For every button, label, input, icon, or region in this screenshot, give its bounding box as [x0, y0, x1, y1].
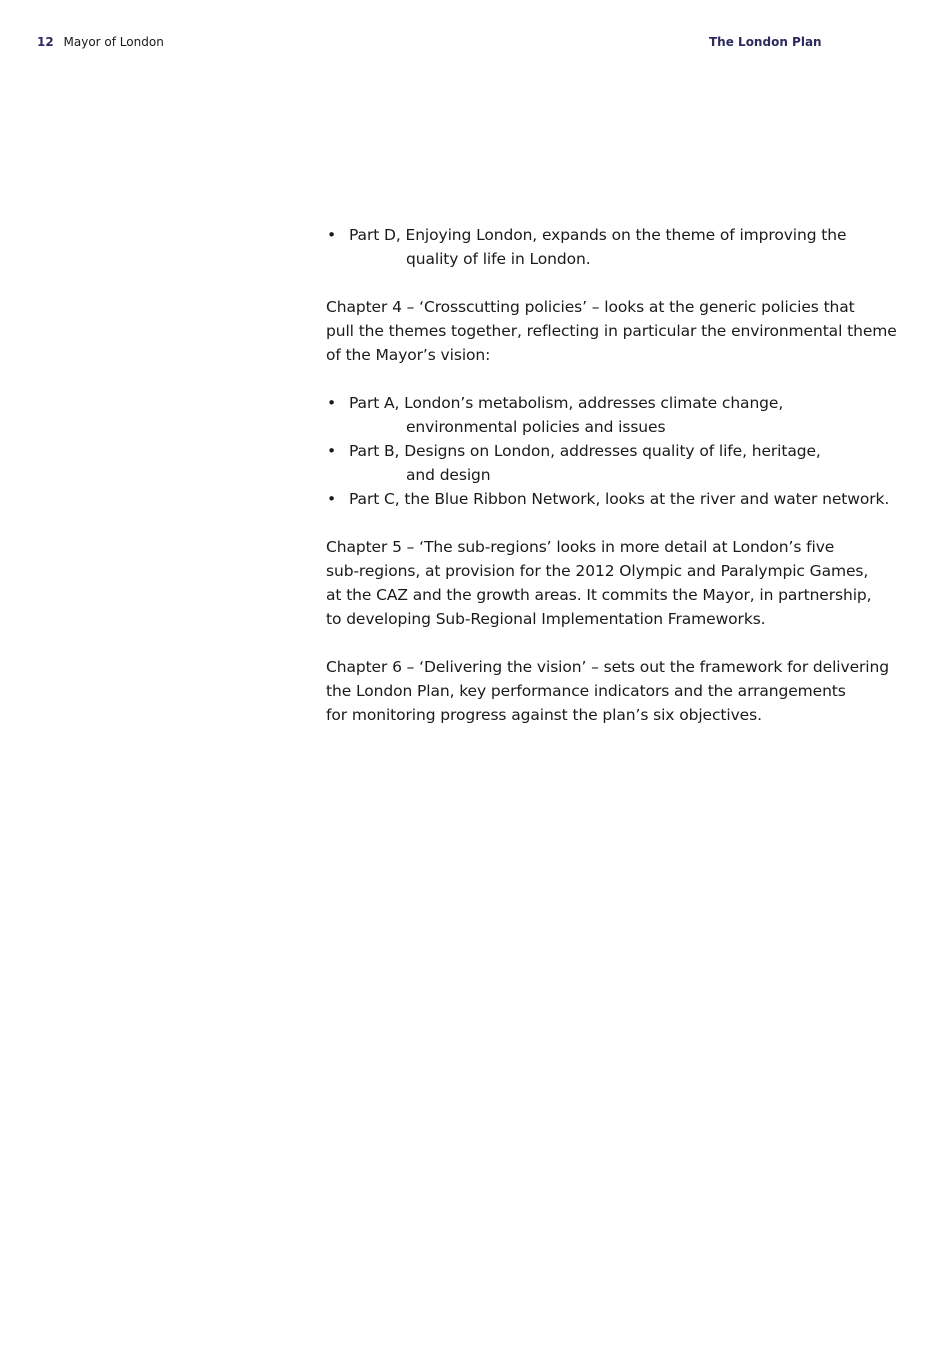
- paragraph-chapter-4: [326, 295, 926, 367]
- document-title: The London Plan: [709, 35, 822, 49]
- bullet-list-chapter-4: [326, 391, 926, 511]
- paragraph-line: at the CAZ and the growth areas. It commits the Mayor, in partnership,: [326, 586, 872, 604]
- paragraph-chapter-5: [326, 535, 926, 631]
- page-number: 12: [37, 35, 54, 49]
- paragraph-line: Chapter 5 – ‘The sub-regions’ looks in more detail at London’s five: [326, 538, 835, 556]
- body-text: [326, 223, 926, 727]
- list-item-line: environmental policies and issues: [406, 418, 666, 436]
- list-item-line: Part B, Designs on London, addresses quality of life, heritage,: [349, 442, 821, 460]
- paragraph-line: to developing Sub-Regional Implementation Frameworks.: [326, 610, 766, 628]
- bullet-list-part-d: [326, 223, 926, 271]
- paragraph-chapter-6: [326, 655, 926, 727]
- bullet-icon: •: [327, 490, 337, 508]
- bullet-icon: •: [327, 442, 337, 460]
- list-item: [326, 487, 926, 511]
- list-item: [326, 391, 926, 439]
- paragraph-line: for monitoring progress against the plan’s six objectives.: [326, 706, 762, 724]
- paragraph-line: the London Plan, key performance indicators and the arrangements: [326, 682, 846, 700]
- paragraph-line: sub-regions, at provision for the 2012 Olympic and Paralympic Games,: [326, 562, 869, 580]
- list-item-line: Part C, the Blue Ribbon Network, looks at the river and water network.: [349, 490, 890, 508]
- paragraph-line: pull the themes together, reflecting in particular the environmental theme: [326, 322, 897, 340]
- list-item-line: Part D, Enjoying London, expands on the theme of improving the: [349, 226, 847, 244]
- list-item: [326, 439, 926, 487]
- list-item: [326, 223, 926, 271]
- publisher-name: Mayor of London: [63, 35, 164, 49]
- bullet-icon: •: [327, 226, 337, 244]
- list-item-line: quality of life in London.: [406, 250, 591, 268]
- list-item-line: and design: [406, 466, 491, 484]
- paragraph-line: Chapter 4 – ‘Crosscutting policies’ – looks at the generic policies that: [326, 298, 855, 316]
- paragraph-line: Chapter 6 – ‘Delivering the vision’ – sets out the framework for delivering: [326, 658, 889, 676]
- list-item-line: Part A, London’s metabolism, addresses climate change,: [349, 394, 784, 412]
- paragraph-line: of the Mayor’s vision:: [326, 346, 491, 364]
- page-header-left: [37, 34, 164, 50]
- bullet-icon: •: [327, 394, 337, 412]
